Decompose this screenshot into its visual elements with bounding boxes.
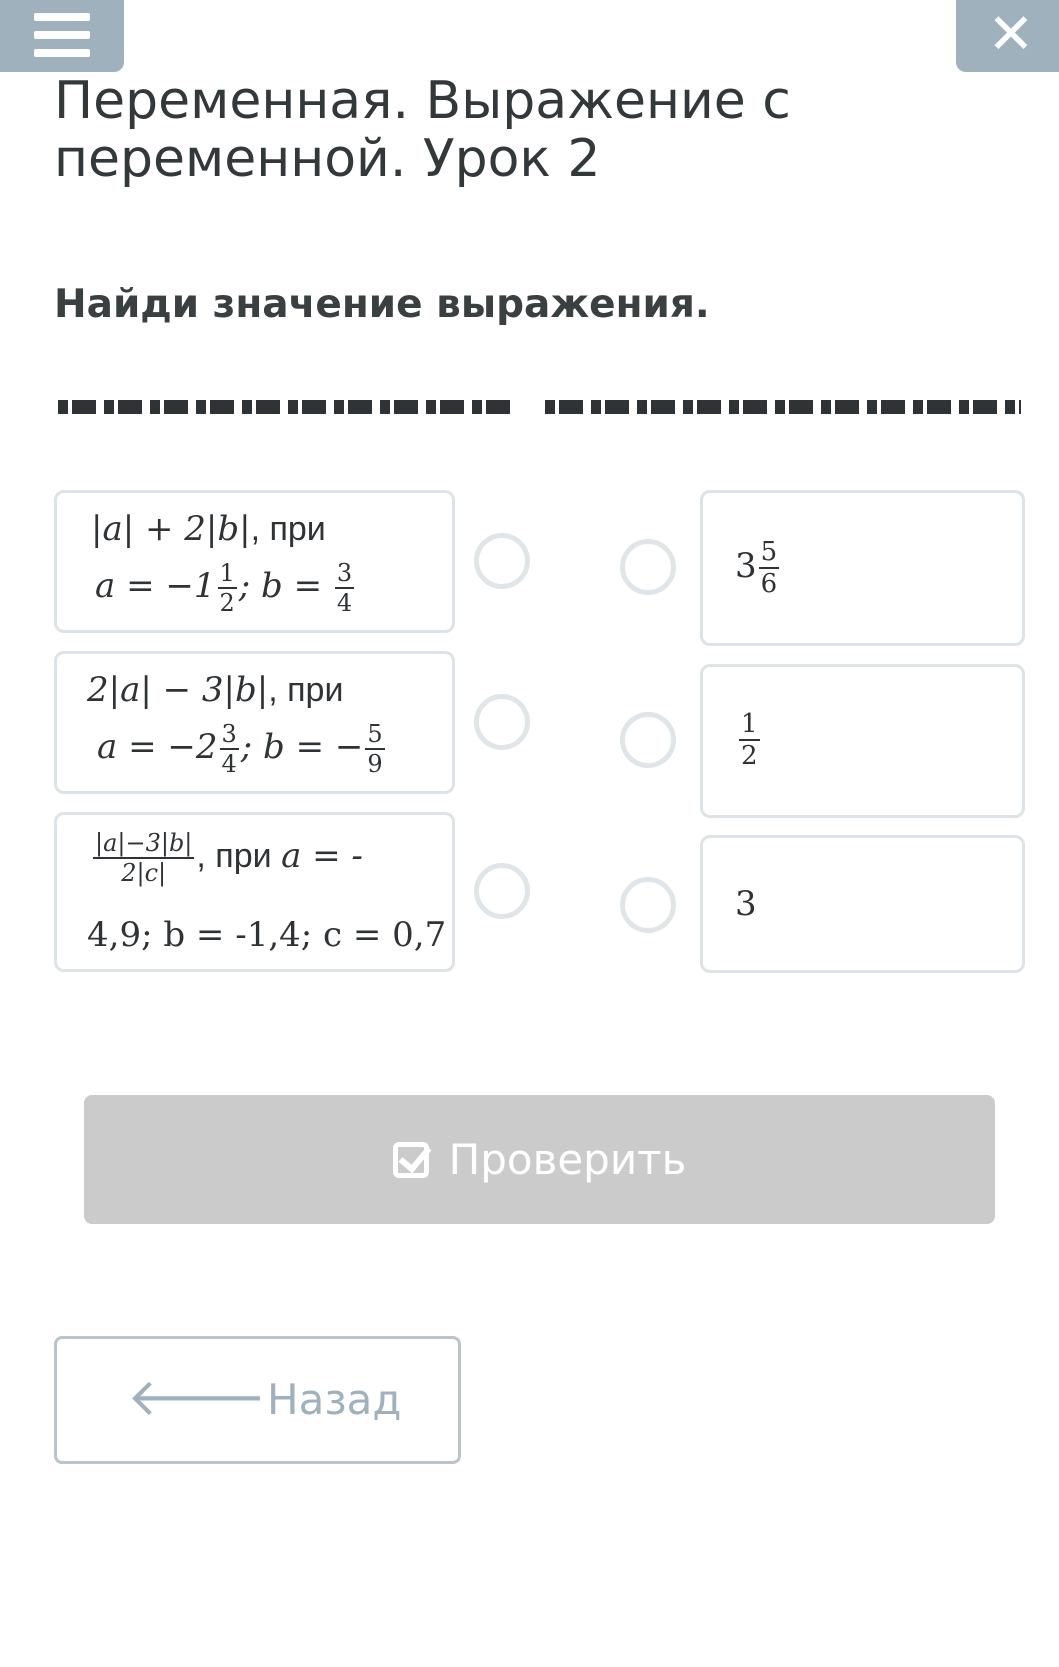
radio-right-1[interactable]	[620, 539, 676, 595]
radio-right-3[interactable]	[620, 877, 676, 933]
answer-value	[737, 709, 762, 771]
expression-card-2[interactable]	[54, 651, 455, 794]
expression-text: 2|a| − 3|b|	[87, 670, 269, 710]
expression-values	[95, 559, 356, 617]
value-b: ; b = −	[240, 727, 364, 767]
fraction-numerator: |a|−3|b|	[95, 829, 193, 857]
expression-card-3[interactable]	[54, 812, 455, 972]
expression-line	[87, 670, 343, 710]
answer-card-1[interactable]	[700, 490, 1025, 646]
back-button[interactable]	[54, 1336, 461, 1464]
expression-line	[91, 509, 326, 549]
decorative-divider	[58, 400, 518, 414]
close-icon: ✕	[987, 1, 1035, 67]
answer-whole: 3	[735, 546, 757, 586]
arrow-left-icon: 🡐	[127, 1368, 267, 1428]
expression-suffix: , при	[250, 510, 326, 548]
fraction-denominator: 2	[219, 589, 235, 617]
check-button[interactable]	[84, 1095, 995, 1224]
fraction	[739, 709, 760, 771]
decorative-divider	[545, 400, 1021, 414]
close-button[interactable]	[956, 0, 1059, 72]
fraction	[218, 559, 237, 617]
fraction	[335, 559, 354, 617]
value-list: 4,9; b = -1,4; c = 0,7	[87, 915, 447, 955]
fraction-denominator: 4	[336, 589, 353, 617]
fraction	[220, 720, 239, 778]
checkbox-icon	[393, 1142, 429, 1178]
expression-line	[91, 829, 363, 887]
value-b: ; b =	[238, 566, 333, 606]
fraction	[365, 720, 384, 778]
fraction	[93, 829, 194, 887]
page-title: Переменная. Выражение с переменной. Урок 2	[54, 71, 791, 189]
fraction-numerator: 3	[336, 559, 353, 587]
fraction-denominator: 6	[760, 569, 778, 599]
expression-suffix: , при	[268, 671, 344, 709]
radio-left-3[interactable]	[474, 863, 530, 919]
fraction-numerator: 5	[760, 537, 778, 567]
back-button-label: Назад	[267, 1375, 402, 1424]
expression-values	[87, 915, 446, 955]
expression-text: |a| + 2|b|	[91, 509, 251, 549]
hamburger-icon	[34, 13, 90, 57]
fraction-numerator: 5	[367, 720, 383, 748]
fraction-denominator: 9	[367, 750, 383, 778]
expression-tail: a = -	[281, 836, 363, 876]
value-a: a = −1	[95, 566, 216, 606]
fraction-numerator: 1	[741, 709, 758, 739]
expression-card-1[interactable]	[54, 490, 455, 633]
fraction	[759, 537, 780, 599]
fraction-denominator: 2|c|	[121, 859, 167, 887]
fraction-numerator: 1	[219, 559, 235, 587]
expression-suffix: , при	[196, 837, 282, 875]
task-title: Найди значение выражения.	[54, 282, 710, 327]
answer-card-3[interactable]	[700, 835, 1025, 973]
answer-number: 3	[735, 884, 757, 924]
answer-card-2[interactable]	[700, 664, 1025, 818]
radio-left-2[interactable]	[474, 694, 530, 750]
menu-button[interactable]	[0, 0, 124, 72]
answer-value	[735, 884, 757, 924]
radio-left-1[interactable]	[474, 533, 530, 589]
check-button-label: Проверить	[448, 1135, 687, 1184]
fraction-denominator: 4	[221, 750, 237, 778]
fraction-numerator: 3	[221, 720, 237, 748]
radio-right-2[interactable]	[620, 712, 676, 768]
answer-value	[735, 537, 781, 599]
value-a: a = −2	[97, 727, 218, 767]
expression-values	[97, 720, 387, 778]
fraction-denominator: 2	[741, 741, 758, 771]
